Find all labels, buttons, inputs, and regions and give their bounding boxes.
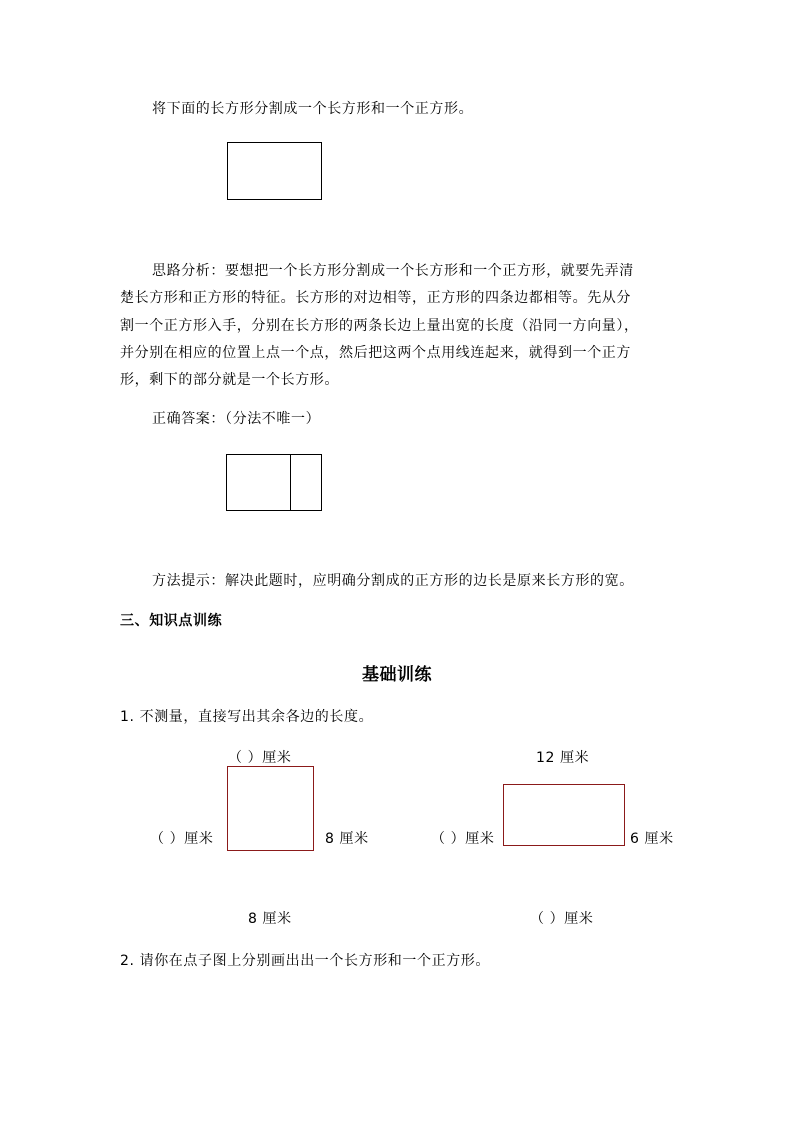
intro-text: 将下面的长方形分割成一个长方形和一个正方形。 — [152, 101, 474, 117]
answer-label: 正确答案：（分法不唯一） — [152, 411, 321, 427]
divider-line — [290, 455, 291, 510]
square-bottom-label: 8 厘米 — [248, 911, 292, 927]
analysis-line: 并分别在相应的位置上点一个点，然后把这两个点用线连起来，就得到一个正方 — [120, 345, 631, 361]
analysis-line: 割一个正方形入手，分别在长方形的两条长边上量出宽的长度（沿同一方向量）， — [120, 318, 639, 334]
question-1-text: 1. 不测量，直接写出其余各边的长度。 — [120, 709, 374, 725]
square-left-label: （ ）厘米 — [150, 831, 214, 847]
rect-right-label: 6 厘米 — [630, 831, 674, 847]
method-hint: 方法提示：解决此题时，应明确分割成的正方形的边长是原来长方形的宽。 — [152, 573, 634, 589]
subsection-title: 基础训练 — [362, 665, 432, 685]
original-rectangle — [227, 142, 322, 200]
section-title: 三、知识点训练 — [120, 613, 223, 629]
square-right-label: 8 厘米 — [325, 831, 369, 847]
rect-left-label: （ ）厘米 — [431, 831, 495, 847]
rect-top-label: 12 厘米 — [536, 750, 590, 766]
analysis-line: 思路分析：要想把一个长方形分割成一个长方形和一个正方形，就要先弄清 — [152, 263, 634, 279]
divided-rectangle — [226, 454, 322, 511]
rect-figure — [503, 784, 625, 846]
square-top-label: （ ）厘米 — [228, 750, 292, 766]
analysis-line: 楚长方形和正方形的特征。长方形的对边相等，正方形的四条边都相等。先从分 — [120, 290, 631, 306]
question-2-text: 2. 请你在点子图上分别画出出一个长方形和一个正方形。 — [120, 953, 491, 969]
rect-bottom-label: （ ）厘米 — [530, 911, 594, 927]
analysis-line: 形，剩下的部分就是一个长方形。 — [120, 372, 339, 388]
square-figure — [227, 766, 314, 851]
